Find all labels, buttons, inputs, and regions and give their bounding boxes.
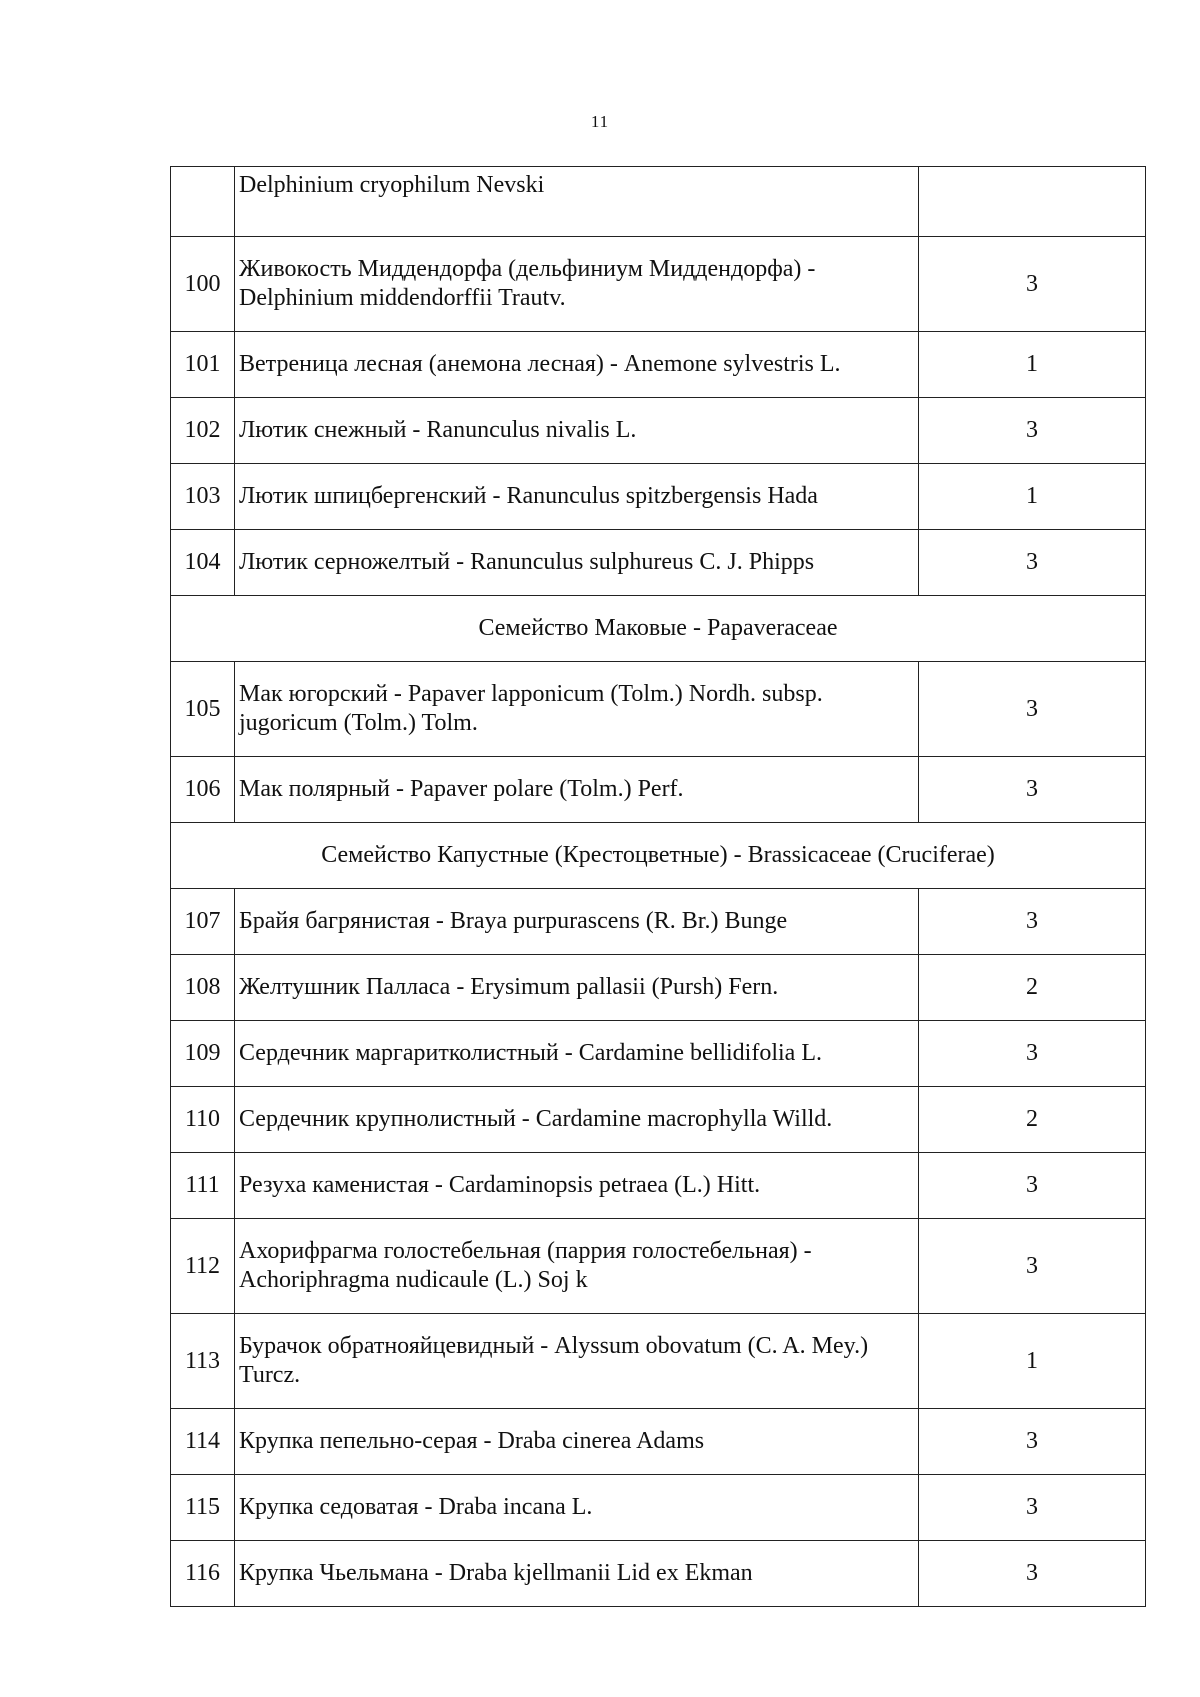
species-name: Бурачок обратнояйцевидный - Alyssum obovatum (C. A. Mey.) Turcz. <box>235 1314 919 1409</box>
species-row <box>171 1153 1146 1219</box>
species-row <box>171 332 1146 398</box>
rarity-category: 3 <box>919 1153 1146 1219</box>
species-name: Сердечник маргаритколистный - Cardamine bellidifolia L. <box>235 1021 919 1087</box>
rarity-category: 3 <box>919 1219 1146 1314</box>
species-number: 114 <box>171 1409 235 1475</box>
species-number <box>171 167 235 237</box>
species-name: Крупка седоватая - Draba incana L. <box>235 1475 919 1541</box>
species-number: 110 <box>171 1087 235 1153</box>
rarity-category: 2 <box>919 955 1146 1021</box>
species-row <box>171 167 1146 237</box>
rarity-category: 3 <box>919 530 1146 596</box>
rarity-category: 3 <box>919 398 1146 464</box>
species-row <box>171 464 1146 530</box>
species-name: Мак полярный - Papaver polare (Tolm.) Perf. <box>235 757 919 823</box>
species-name: Крупка пепельно-серая - Draba cinerea Adams <box>235 1409 919 1475</box>
rarity-category: 3 <box>919 1475 1146 1541</box>
species-number: 111 <box>171 1153 235 1219</box>
species-number: 107 <box>171 889 235 955</box>
rarity-category <box>919 167 1146 237</box>
species-number: 113 <box>171 1314 235 1409</box>
species-number: 106 <box>171 757 235 823</box>
species-name: Мак югорский - Papaver lapponicum (Tolm.) Nordh. subsp. jugoricum (Tolm.) Tolm. <box>235 662 919 757</box>
species-row <box>171 955 1146 1021</box>
species-name: Крупка Чьельмана - Draba kjellmanii Lid ex Ekman <box>235 1541 919 1607</box>
species-row <box>171 398 1146 464</box>
species-name: Лютик снежный - Ranunculus nivalis L. <box>235 398 919 464</box>
rarity-category: 3 <box>919 1021 1146 1087</box>
species-row <box>171 530 1146 596</box>
family-header-row <box>171 823 1146 889</box>
species-name: Резуха каменистая - Cardaminopsis petraea (L.) Hitt. <box>235 1153 919 1219</box>
species-name: Сердечник крупнолистный - Cardamine macrophylla Willd. <box>235 1087 919 1153</box>
species-number: 115 <box>171 1475 235 1541</box>
species-number: 105 <box>171 662 235 757</box>
rarity-category: 3 <box>919 889 1146 955</box>
rarity-category: 2 <box>919 1087 1146 1153</box>
species-number: 102 <box>171 398 235 464</box>
species-row <box>171 1541 1146 1607</box>
species-number: 112 <box>171 1219 235 1314</box>
species-name: Delphinium cryophilum Nevski <box>235 167 919 237</box>
species-row <box>171 757 1146 823</box>
species-row <box>171 1314 1146 1409</box>
species-name: Ахорифрагма голостебельная (паррия голостебельная) - Achoriphragma nudicaule (L.) Soj k <box>235 1219 919 1314</box>
species-row <box>171 237 1146 332</box>
rarity-category: 3 <box>919 237 1146 332</box>
rarity-category: 3 <box>919 1541 1146 1607</box>
species-number: 104 <box>171 530 235 596</box>
species-name: Брайя багрянистая - Braya purpurascens (R. Br.) Bunge <box>235 889 919 955</box>
rarity-category: 1 <box>919 464 1146 530</box>
rarity-category: 1 <box>919 1314 1146 1409</box>
family-header-row <box>171 596 1146 662</box>
species-row <box>171 889 1146 955</box>
rarity-category: 3 <box>919 1409 1146 1475</box>
rarity-category: 1 <box>919 332 1146 398</box>
species-table-body <box>171 167 1146 1607</box>
species-number: 109 <box>171 1021 235 1087</box>
species-row <box>171 1087 1146 1153</box>
species-row <box>171 1475 1146 1541</box>
species-name: Желтушник Палласа - Erysimum pallasii (Pursh) Fern. <box>235 955 919 1021</box>
species-number: 116 <box>171 1541 235 1607</box>
rarity-category: 3 <box>919 757 1146 823</box>
species-number: 103 <box>171 464 235 530</box>
family-title: Семейство Капустные (Крестоцветные) - Brassicaceae (Cruciferae) <box>171 823 1146 889</box>
species-row <box>171 1021 1146 1087</box>
species-number: 100 <box>171 237 235 332</box>
species-name: Живокость Миддендорфа (дельфиниум Миддендорфа) - Delphinium middendorffii Trautv. <box>235 237 919 332</box>
species-row <box>171 662 1146 757</box>
species-number: 101 <box>171 332 235 398</box>
species-row <box>171 1409 1146 1475</box>
species-number: 108 <box>171 955 235 1021</box>
rarity-category: 3 <box>919 662 1146 757</box>
species-row <box>171 1219 1146 1314</box>
species-name: Ветреница лесная (анемона лесная) - Anemone sylvestris L. <box>235 332 919 398</box>
species-table <box>170 166 1146 1607</box>
page-number: 11 <box>590 112 610 131</box>
species-name: Лютик серножелтый - Ranunculus sulphureus C. J. Phipps <box>235 530 919 596</box>
species-name: Лютик шпицбергенский - Ranunculus spitzbergensis Hada <box>235 464 919 530</box>
family-title: Семейство Маковые - Papaveraceae <box>171 596 1146 662</box>
